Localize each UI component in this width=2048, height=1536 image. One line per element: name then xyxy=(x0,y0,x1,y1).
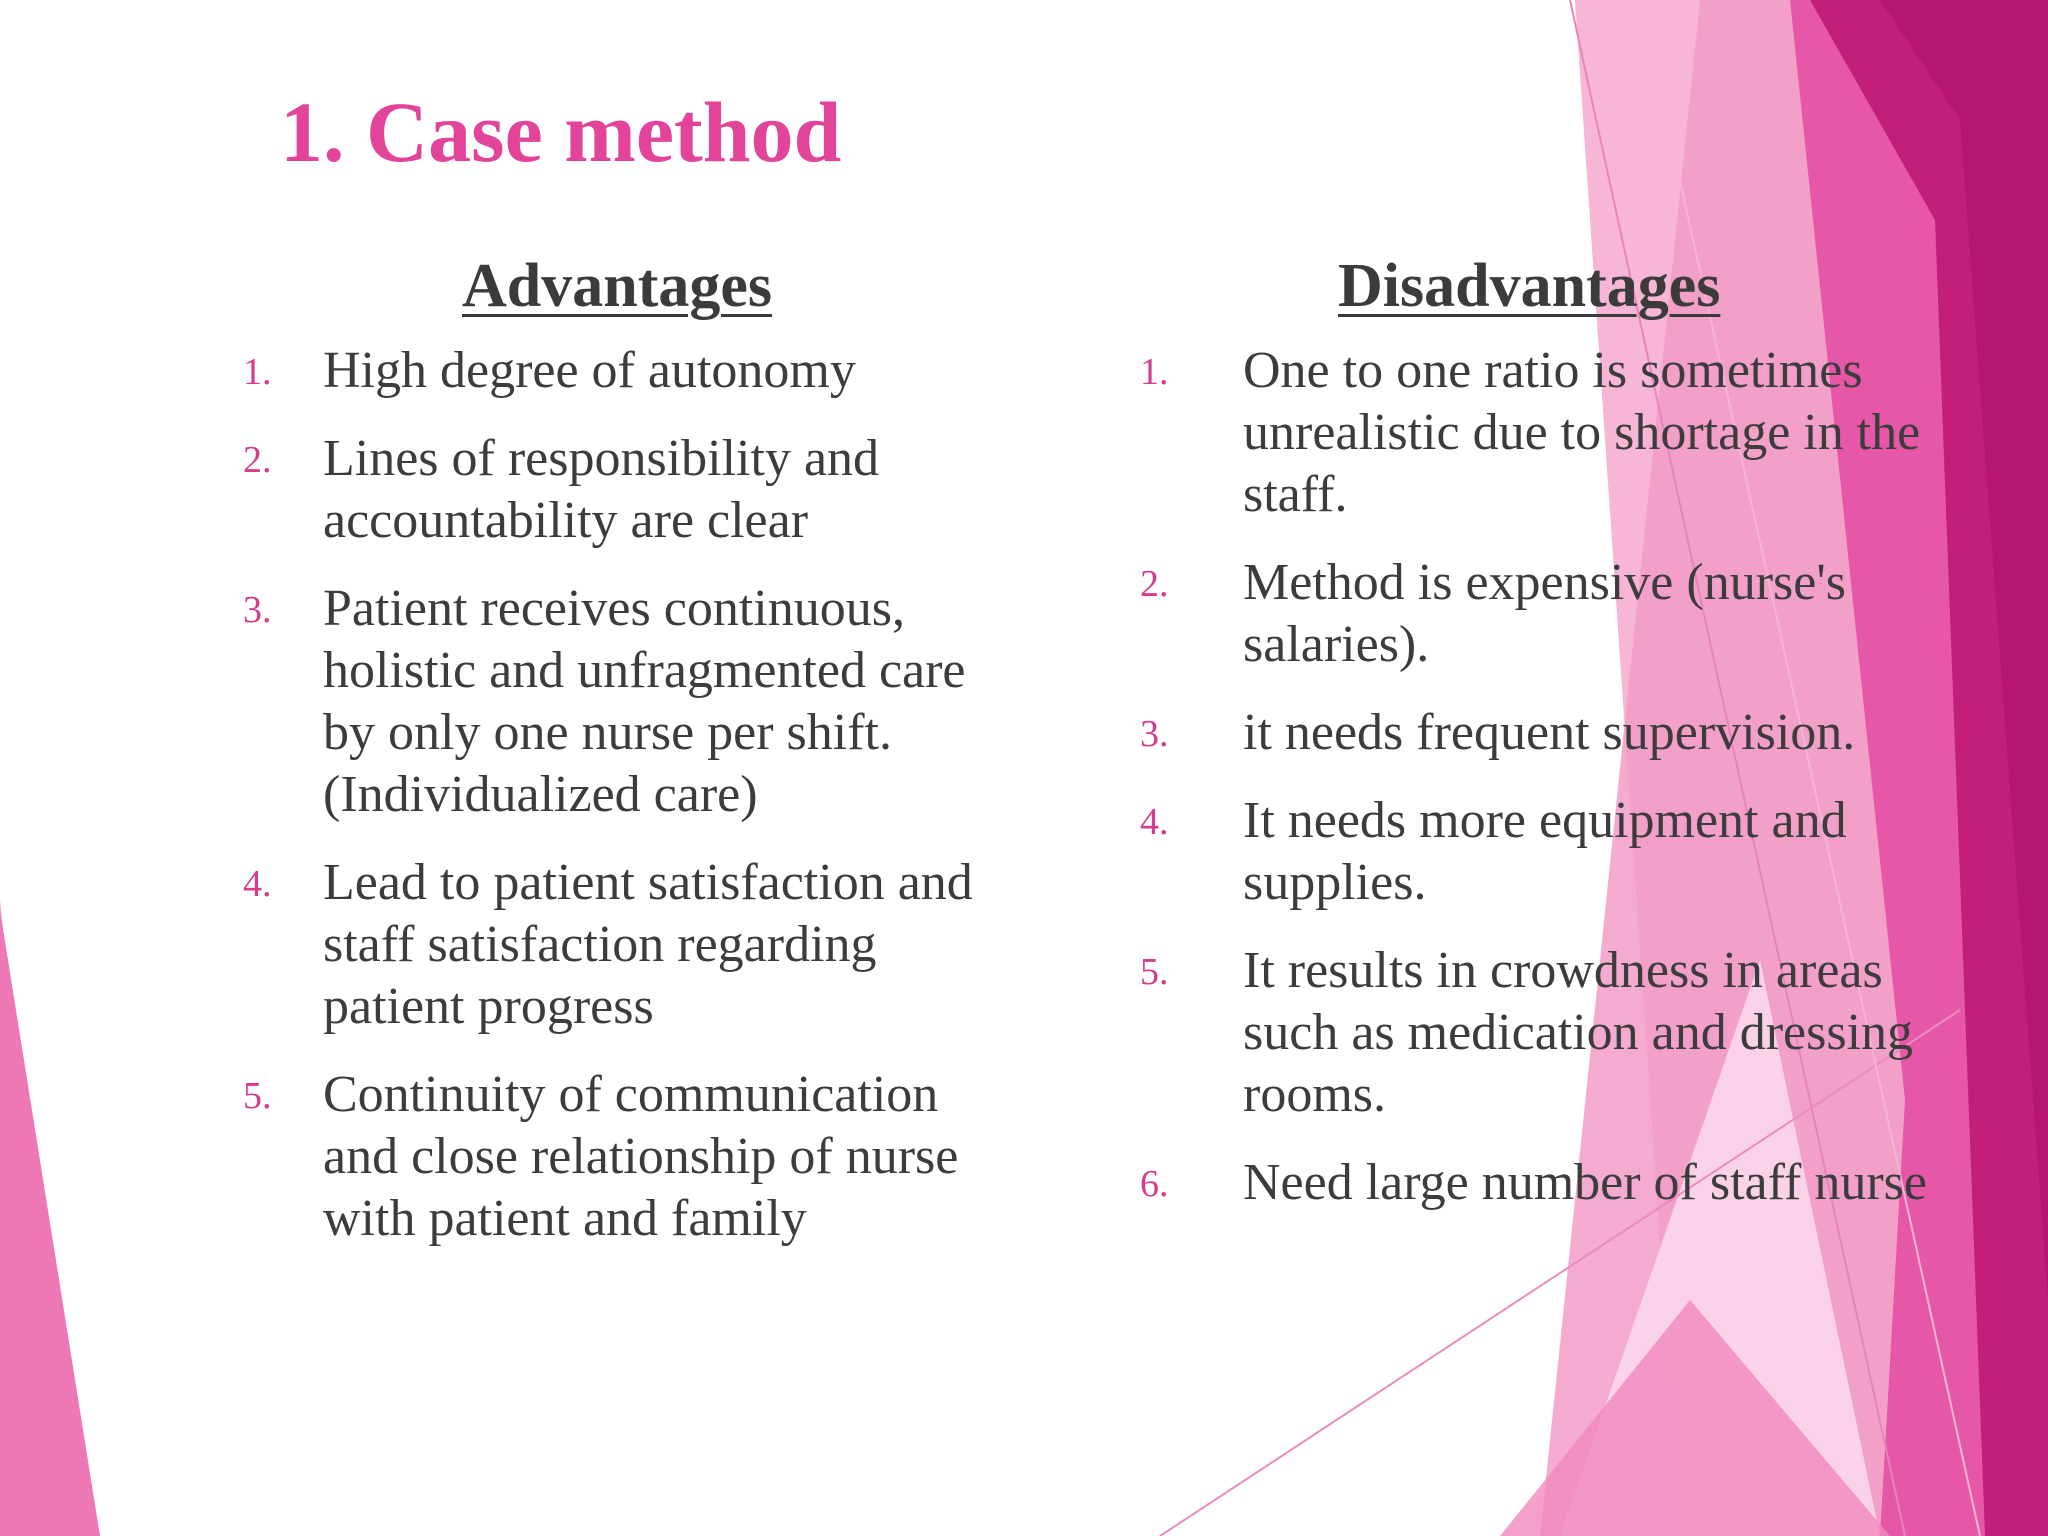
item-text: Need large number of staff nurse xyxy=(1243,1154,1927,1211)
disadvantage-item xyxy=(1130,702,1970,764)
item-number: 6. xyxy=(1140,1163,1169,1205)
advantages-list xyxy=(235,340,1025,1250)
disadvantage-item xyxy=(1130,1152,1970,1214)
item-text: Lead to patient satisfaction and staff satisfaction regarding patient progress xyxy=(323,854,973,1035)
item-text: it needs frequent supervision. xyxy=(1243,704,1856,761)
item-number: 3. xyxy=(1140,713,1169,755)
item-number: 5. xyxy=(243,1075,272,1117)
item-text: Patient receives continuous, holistic and unfragmented care by only one nurse per shift. (Individualized care) xyxy=(323,580,966,823)
facet-left xyxy=(0,910,100,1536)
item-text: It needs more equipment and supplies. xyxy=(1243,792,1847,911)
item-text: It results in crowdness in areas such as medication and dressing rooms. xyxy=(1243,942,1914,1123)
advantage-item xyxy=(235,578,1025,826)
item-number: 3. xyxy=(243,589,272,631)
advantages-heading: Advantages xyxy=(462,252,773,320)
disadvantages-heading: Disadvantages xyxy=(1338,252,1721,320)
advantages-column xyxy=(235,248,1025,1276)
advantage-item xyxy=(235,852,1025,1038)
item-text: Lines of responsibility and accountability are clear xyxy=(323,430,880,549)
advantage-item xyxy=(235,428,1025,552)
slide-title: 1. Case method xyxy=(280,84,842,180)
item-number: 1. xyxy=(243,351,272,393)
disadvantage-item xyxy=(1130,940,1970,1126)
disadvantages-list xyxy=(1130,340,1970,1214)
disadvantage-item xyxy=(1130,340,1970,526)
advantage-item xyxy=(235,1064,1025,1250)
disadvantages-column xyxy=(1130,248,1970,1240)
item-number: 2. xyxy=(1140,563,1169,605)
item-text: Method is expensive (nurse's salaries). xyxy=(1243,554,1846,673)
item-number: 4. xyxy=(1140,801,1169,843)
disadvantage-item xyxy=(1130,790,1970,914)
item-number: 4. xyxy=(243,863,272,905)
item-text: High degree of autonomy xyxy=(323,342,856,399)
item-text: Continuity of communication and close relationship of nurse with patient and family xyxy=(323,1066,959,1247)
advantage-item xyxy=(235,340,1025,402)
disadvantage-item xyxy=(1130,552,1970,676)
item-number: 2. xyxy=(243,439,272,481)
item-number: 5. xyxy=(1140,951,1169,993)
item-text: One to one ratio is sometimes unrealistic due to shortage in the staff. xyxy=(1243,342,1921,523)
item-number: 1. xyxy=(1140,351,1169,393)
